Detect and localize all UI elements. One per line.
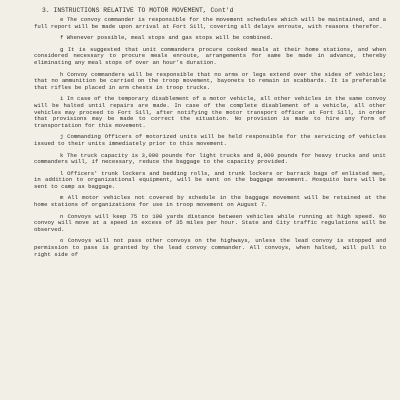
paragraph-letter: h bbox=[60, 70, 64, 78]
paragraph bbox=[34, 96, 386, 129]
paragraph-letter: i bbox=[60, 95, 64, 103]
paragraph bbox=[34, 17, 386, 30]
paragraph-text: In case of the temporary disablement of a motor vehicle, all other vehicles in the same convoy will be halted until repairs are made. In case of the complete disablement of a vehicle, all other vehicles may proceed to Fort Sill, after notifying the motor transport officer at Fort Sill, in order that provisions may be made to correct the situation. No provision is made to hire any form of transportation for this movement. bbox=[34, 95, 386, 129]
paragraph-letter: o bbox=[60, 237, 64, 245]
paragraph bbox=[34, 134, 386, 147]
paragraph bbox=[34, 214, 386, 234]
paragraph bbox=[34, 195, 386, 208]
paragraph-text: The convoy commander is responsible for the movement schedules which will be maintained, and a full report will be made upon arrival at Fort Sill, covering all delays enroute, with reasons therefor. bbox=[34, 16, 387, 30]
paragraph bbox=[34, 171, 386, 191]
paragraph-letter: f bbox=[60, 34, 64, 42]
paragraph bbox=[34, 47, 386, 67]
section-heading: 3. INSTRUCTIONS RELATIVE TO MOTOR MOVEMENT, Cont'd bbox=[42, 7, 234, 14]
paragraph-letter: k bbox=[60, 151, 64, 159]
paragraph bbox=[34, 35, 386, 42]
paragraph-letter: g bbox=[60, 45, 64, 53]
paragraph-text: It is suggested that unit commanders procure cooked meals at their home stations, and when considered necessary to procure meals enroute, arrangements for same be made in advance, thereby eliminating any meal stops of over an hour's duration. bbox=[34, 45, 386, 66]
paragraph-list bbox=[34, 17, 386, 258]
paragraph-letter: j bbox=[60, 133, 64, 141]
paragraph-text: Convoy commanders will be responsible that no arms or legs extend over the sides of vehicles; that no ammunition be carried on the troop movement, bayonets to remain in scabbards. It is preferable that rifles be placed in arm chests in troop trucks. bbox=[34, 70, 386, 91]
paragraph-letter: l bbox=[60, 169, 64, 177]
paragraph bbox=[34, 72, 386, 92]
paragraph-letter: n bbox=[60, 212, 64, 220]
paragraph-text: Commanding Officers of motorized units will be held responsible for the servicing of vehicles issued to their units immediately prior to this movement. bbox=[34, 133, 386, 147]
paragraph-text: Convoys will not pass other convoys on the highways, unless the lead convoy is stopped and permission to pass is granted by the lead convoy commander. All convoys, when halted, will pull to right side of bbox=[34, 237, 386, 258]
paragraph-letter: e bbox=[60, 16, 64, 23]
paragraph-text: All motor vehicles not covered by schedule in the baggage movement will be retained at the home stations of organizations for use in troop movement on August 7. bbox=[34, 194, 386, 209]
paragraph-text: Convoys will keep 75 to 100 yards distance between vehicles while running at high speed. No convoy will move at a speed in excess of 35 miles per hour. State and City traffic regulations will be observed. bbox=[34, 212, 387, 233]
paragraph-text: Officers' trunk lockers and bedding rolls, and trunk lockers or barrack bags of enlisted men, in addition to organizational equipment, will be sent on the baggage movement. Mosquito bars will be sent to camp as baggage. bbox=[34, 169, 386, 190]
paragraph-text: The truck capacity is 3,000 pounds for light trucks and 8,000 pounds for heavy trucks and unit commanders will, if necessary, reduce the baggage to the capacity provided. bbox=[34, 151, 386, 166]
paragraph bbox=[34, 153, 386, 166]
paragraph-letter: m bbox=[60, 194, 64, 202]
paragraph-text: Whenever possible, meal stops and gas stops will be combined. bbox=[66, 34, 274, 42]
paragraph bbox=[34, 238, 386, 258]
